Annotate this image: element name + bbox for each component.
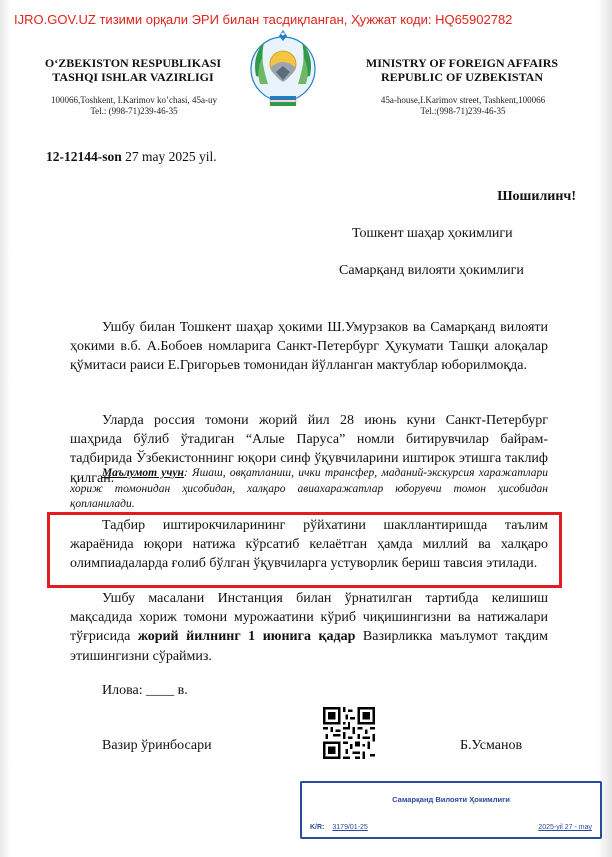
signatory-position: Вазир ўринбосари	[102, 738, 212, 753]
paragraph-5-text-a: Ушбу масалани Инстанция билан ўрнатилган тартибда келишиш мақсадида хориж томони мурожаатини кўриб чиқишингизни ва натижалари тўғрисида	[70, 591, 548, 645]
signatory-name: Б.Усманов	[460, 738, 523, 753]
stamp-title: Самарқанд Вилояти Ҳокимлиги	[392, 795, 510, 804]
document-date: 27 may 2025 yil.	[125, 149, 217, 164]
paragraph-note	[70, 466, 548, 513]
verification-line: IJRO.GOV.UZ тизими орқали ЭРИ билан тасдиқланган, Ҳужжат коди: HQ65902782	[14, 12, 513, 27]
stamp-kr-label: K/R:	[310, 824, 325, 831]
header-right-address	[354, 95, 572, 117]
header-right-addr2: Tel.:(998-71)239-46-35	[420, 106, 506, 116]
document-number-value: 12-12144-son	[46, 149, 122, 164]
recipient-tashkent: Тошкент шаҳар ҳокимлиги	[352, 226, 513, 241]
recipient-samarkand: Самарқанд вилояти ҳокимлиги	[339, 263, 524, 278]
note-lead: Маълумот учун	[102, 467, 184, 479]
note-text: : Яшаш, овқатланиш, ички трансфер, маданий-экскурсия харажатлари хориж томонидан ҳисобидан, халқаро авиахаражатлар юборувчи томон ҳисобидан қопланилади.	[70, 467, 548, 510]
highlight-box	[47, 512, 562, 588]
stamp-date: 2025-yil 27 - may	[538, 824, 592, 831]
page-edge-right	[598, 0, 612, 857]
paragraph-1-text: Ушбу билан Тошкент шаҳар ҳокими Ш.Умурзаков ва Самарқанд вилояти ҳокими в.б. А.Бобоев номларига Санкт-Петербург Ҳукумати Ташқи алоқалар қўмитаси раиси Е.Григорьев томонидан йўлланган мактублар юборилмоқда.	[70, 320, 548, 374]
stamp-registration	[310, 824, 368, 831]
header-left-line2: TASHQI ISHLAR VAZIRLIGI	[52, 70, 214, 84]
paragraph-5	[70, 589, 548, 666]
page-edge-left	[0, 0, 10, 857]
header-right-title	[352, 56, 572, 84]
paragraph-1	[70, 318, 548, 376]
header-left-addr1: 100066,Toshkent, I.Karimov ko’chasi, 45a-uy	[50, 95, 218, 105]
header-left-addr2: Tel.: (998-71)239-46-35	[90, 106, 178, 116]
stamp-kr-value: 3179/01-25	[332, 824, 368, 831]
header-right-line1: MINISTRY OF FOREIGN AFFAIRS	[365, 56, 559, 70]
deadline-text: жорий йилнинг 1 июнига қадар	[137, 629, 356, 645]
header-right-line2: REPUBLIC OF UZBEKISTAN	[380, 70, 544, 84]
uzbekistan-state-emblem-icon	[246, 26, 320, 112]
header-left-line1: O‘ZBEKISTON RESPUBLIKASI	[44, 56, 222, 70]
attachment-line: Илова: ____ в.	[102, 683, 188, 698]
header-left-title	[22, 56, 244, 84]
paragraph-2-text: Уларда россия томони жорий йил 28 июнь куни Санкт-Петербург шаҳрида бўлиб ўтадиган “Алые Паруса” номли битирувчилар байрам-тадбирида Ўзбекистоннинг юқори синф ўқувчиларини иштирок этишга таклиф қилган.	[70, 413, 548, 486]
registration-stamp	[300, 781, 602, 839]
paragraph-4-text: Тадбир иштирокчиларининг рўйхатини шакллантиришда таълим жараёнида юқори натижа кўрсатиб келаётган ҳамда миллий ва халқаро олимпиадаларда ғолиб бўлган ўқувчиларга устуворлик бериш тавсия этилади.	[70, 518, 548, 572]
paragraph-5-text-b: Вазирликка маълумот тақдим этишингизни сўраймиз.	[70, 629, 548, 664]
qr-code-icon	[323, 707, 375, 759]
document-number	[46, 149, 217, 165]
urgent-mark: Шошилинч!	[497, 189, 576, 204]
header-left-address	[26, 95, 242, 117]
header-right-addr1: 45a-house,I.Karimov street, Tashkent,100066	[380, 95, 546, 105]
